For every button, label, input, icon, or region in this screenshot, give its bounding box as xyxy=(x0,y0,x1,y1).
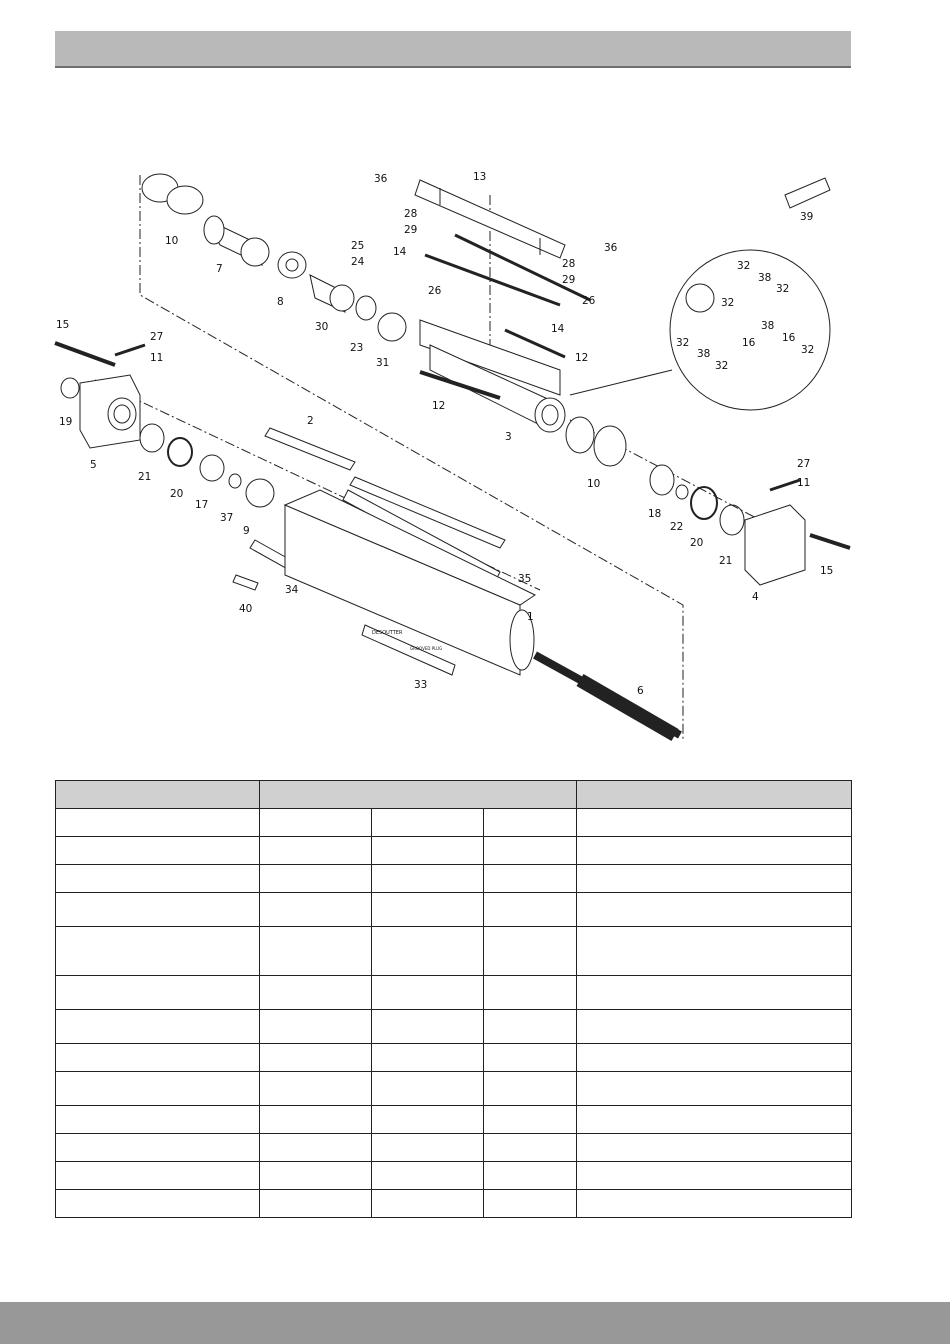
grease-tube-39 xyxy=(785,178,830,208)
callout: 28 xyxy=(404,208,418,220)
callout: 34 xyxy=(285,584,299,596)
bushing-10-top xyxy=(142,174,203,214)
table-cell xyxy=(577,1072,852,1106)
nameplate-model-text: GROOVED PLUG xyxy=(410,646,443,651)
table-cell xyxy=(260,1010,372,1044)
header-cell xyxy=(56,781,260,809)
callout: 36 xyxy=(604,242,618,254)
table-cell xyxy=(56,893,260,927)
table-cell xyxy=(577,976,852,1010)
callout: 40 xyxy=(239,603,253,615)
table-cell xyxy=(260,1072,372,1106)
callout: 38 xyxy=(758,272,772,284)
table-row xyxy=(56,927,852,976)
table-cell xyxy=(484,1072,577,1106)
ring-31 xyxy=(378,313,406,341)
table-cell xyxy=(577,1106,852,1134)
table-cell xyxy=(484,1044,577,1072)
ring-37 xyxy=(229,474,241,488)
callout: 26 xyxy=(582,295,596,307)
callout: 13 xyxy=(473,171,487,183)
callout: 32 xyxy=(801,344,815,356)
header-cell xyxy=(577,781,852,809)
table-cell xyxy=(56,927,260,976)
callout: 31 xyxy=(376,357,390,369)
sleeve-7 xyxy=(204,216,269,266)
callout: 10 xyxy=(587,478,601,490)
table-cell xyxy=(484,976,577,1010)
table-cell xyxy=(260,1044,372,1072)
callout: 21 xyxy=(719,555,733,567)
table-cell xyxy=(260,837,372,865)
table-cell xyxy=(372,1072,484,1106)
callout: 30 xyxy=(315,321,329,333)
callout: 36 xyxy=(374,173,388,185)
seal-21-right xyxy=(720,505,744,535)
table-cell xyxy=(260,1190,372,1218)
table-cell xyxy=(577,1190,852,1218)
callout: 10 xyxy=(165,235,179,247)
table-cell xyxy=(577,893,852,927)
callout: 16 xyxy=(742,337,756,349)
ring-8 xyxy=(278,252,306,278)
table-cell xyxy=(577,1162,852,1190)
callout: 29 xyxy=(404,224,418,236)
bracket-13 xyxy=(415,180,565,258)
table-cell xyxy=(372,837,484,865)
callout: 22 xyxy=(670,521,684,533)
callout: 1 xyxy=(527,611,534,623)
table-cell xyxy=(372,1044,484,1072)
table-row xyxy=(56,1190,852,1218)
callout: 29 xyxy=(562,274,576,286)
ring-22 xyxy=(676,485,688,499)
table-cell xyxy=(260,1106,372,1134)
table-cell xyxy=(56,1044,260,1072)
callout: 12 xyxy=(432,400,446,412)
table-cell xyxy=(372,809,484,837)
callout: 32 xyxy=(737,260,751,272)
table-cell xyxy=(56,1072,260,1106)
callout: 27 xyxy=(150,331,164,343)
callout: 27 xyxy=(797,458,811,470)
table-cell xyxy=(372,1106,484,1134)
table-cell xyxy=(577,1044,852,1072)
callout: 35 xyxy=(518,573,532,585)
table-cell xyxy=(372,927,484,976)
table-header-row xyxy=(56,781,852,809)
callout: 24 xyxy=(351,256,365,268)
table-cell xyxy=(56,1134,260,1162)
table-cell xyxy=(56,837,260,865)
table-cell xyxy=(484,927,577,976)
callout: 15 xyxy=(820,565,834,577)
table-cell xyxy=(56,865,260,893)
inset-circle xyxy=(670,250,830,410)
table-row xyxy=(56,893,852,927)
table-row xyxy=(56,1044,852,1072)
callout: 32 xyxy=(776,283,790,295)
table-cell xyxy=(577,837,852,865)
table-row xyxy=(56,809,852,837)
callout: 32 xyxy=(715,360,729,372)
table-row xyxy=(56,976,852,1010)
table-row xyxy=(56,837,852,865)
table-cell xyxy=(577,809,852,837)
callout: 6 xyxy=(637,685,644,697)
bearing-17 xyxy=(200,455,224,481)
footer-bar xyxy=(0,1302,950,1344)
table-cell xyxy=(484,893,577,927)
parts-table xyxy=(55,780,852,1218)
exploded-parts-diagram xyxy=(0,160,950,760)
screw-15-right xyxy=(810,535,850,548)
callout: 4 xyxy=(752,591,759,603)
part-30 xyxy=(310,275,354,312)
table-cell xyxy=(372,1162,484,1190)
bushing-10-right xyxy=(566,417,626,466)
table-cell xyxy=(577,1010,852,1044)
nameplate-brand-text: DESOUTTER xyxy=(372,630,403,636)
callout: 15 xyxy=(56,319,70,331)
callout: 17 xyxy=(195,499,209,511)
clip-11-right xyxy=(770,480,800,490)
callout: 25 xyxy=(351,240,365,252)
callout: 37 xyxy=(220,512,234,524)
table-cell xyxy=(484,1134,577,1162)
table-cell xyxy=(260,1162,372,1190)
table-cell xyxy=(56,1010,260,1044)
table-cell xyxy=(56,1190,260,1218)
table-cell xyxy=(484,809,577,837)
callout: 12 xyxy=(575,352,589,364)
header-bar xyxy=(55,31,851,68)
callout: 38 xyxy=(761,320,775,332)
callout: 3 xyxy=(505,431,512,443)
table-cell xyxy=(372,1134,484,1162)
callout: 11 xyxy=(797,477,811,489)
table-row xyxy=(56,865,852,893)
table-row xyxy=(56,1072,852,1106)
callout: 39 xyxy=(800,211,814,223)
tube-3 xyxy=(420,320,565,432)
bearing-18 xyxy=(650,465,674,495)
callout: 16 xyxy=(782,332,796,344)
callout: 18 xyxy=(648,508,662,520)
leadscrew-6 xyxy=(535,655,680,735)
washer-19 xyxy=(61,378,79,398)
table-cell xyxy=(260,893,372,927)
label-plate-2 xyxy=(265,428,355,470)
seal-21-left xyxy=(140,424,164,452)
table-cell xyxy=(577,927,852,976)
table-cell xyxy=(260,976,372,1010)
callout: 9 xyxy=(243,525,250,537)
header-cell xyxy=(260,781,577,809)
table-cell xyxy=(372,865,484,893)
table-cell xyxy=(577,865,852,893)
table-cell xyxy=(260,865,372,893)
table-cell xyxy=(577,1134,852,1162)
table-cell xyxy=(56,1162,260,1190)
callout: 23 xyxy=(350,342,364,354)
callout: 33 xyxy=(414,679,428,691)
table-cell xyxy=(484,1190,577,1218)
callout: 7 xyxy=(216,263,223,275)
table-cell xyxy=(260,809,372,837)
table-cell xyxy=(56,1106,260,1134)
table-cell xyxy=(56,809,260,837)
table-cell xyxy=(56,976,260,1010)
callout: 8 xyxy=(277,296,284,308)
callout: 14 xyxy=(393,246,407,258)
table-cell xyxy=(484,1106,577,1134)
table-cell xyxy=(484,837,577,865)
seal-20-left xyxy=(168,438,192,466)
callout: 2 xyxy=(307,415,314,427)
callout: 32 xyxy=(676,337,690,349)
table-row xyxy=(56,1134,852,1162)
end-block-4 xyxy=(745,505,805,585)
label-plate-40 xyxy=(233,575,258,590)
callout: 20 xyxy=(170,488,184,500)
ring-9 xyxy=(246,479,274,507)
screw-15-left xyxy=(55,343,115,365)
callout: 28 xyxy=(562,258,576,270)
callout: 11 xyxy=(150,352,164,364)
ring-23 xyxy=(356,296,376,320)
table-cell xyxy=(484,865,577,893)
table-row xyxy=(56,1010,852,1044)
table-cell xyxy=(372,1010,484,1044)
strip-26-left xyxy=(425,255,560,305)
table-cell xyxy=(484,1010,577,1044)
table-row xyxy=(56,1106,852,1134)
table-row xyxy=(56,1162,852,1190)
seal-20-right xyxy=(691,487,717,519)
callout: 19 xyxy=(59,416,73,428)
table-cell xyxy=(372,1190,484,1218)
callout: 26 xyxy=(428,285,442,297)
callout: 20 xyxy=(690,537,704,549)
table-cell xyxy=(484,1162,577,1190)
callout: 21 xyxy=(138,471,152,483)
table-cell xyxy=(372,976,484,1010)
table-cell xyxy=(372,893,484,927)
clip-11-left xyxy=(115,345,145,355)
callout: 5 xyxy=(90,459,97,471)
table-cell xyxy=(260,1134,372,1162)
table-cell xyxy=(260,927,372,976)
callout: 38 xyxy=(697,348,711,360)
end-block-5 xyxy=(80,375,140,448)
callout: 14 xyxy=(551,323,565,335)
callout: 32 xyxy=(721,297,735,309)
